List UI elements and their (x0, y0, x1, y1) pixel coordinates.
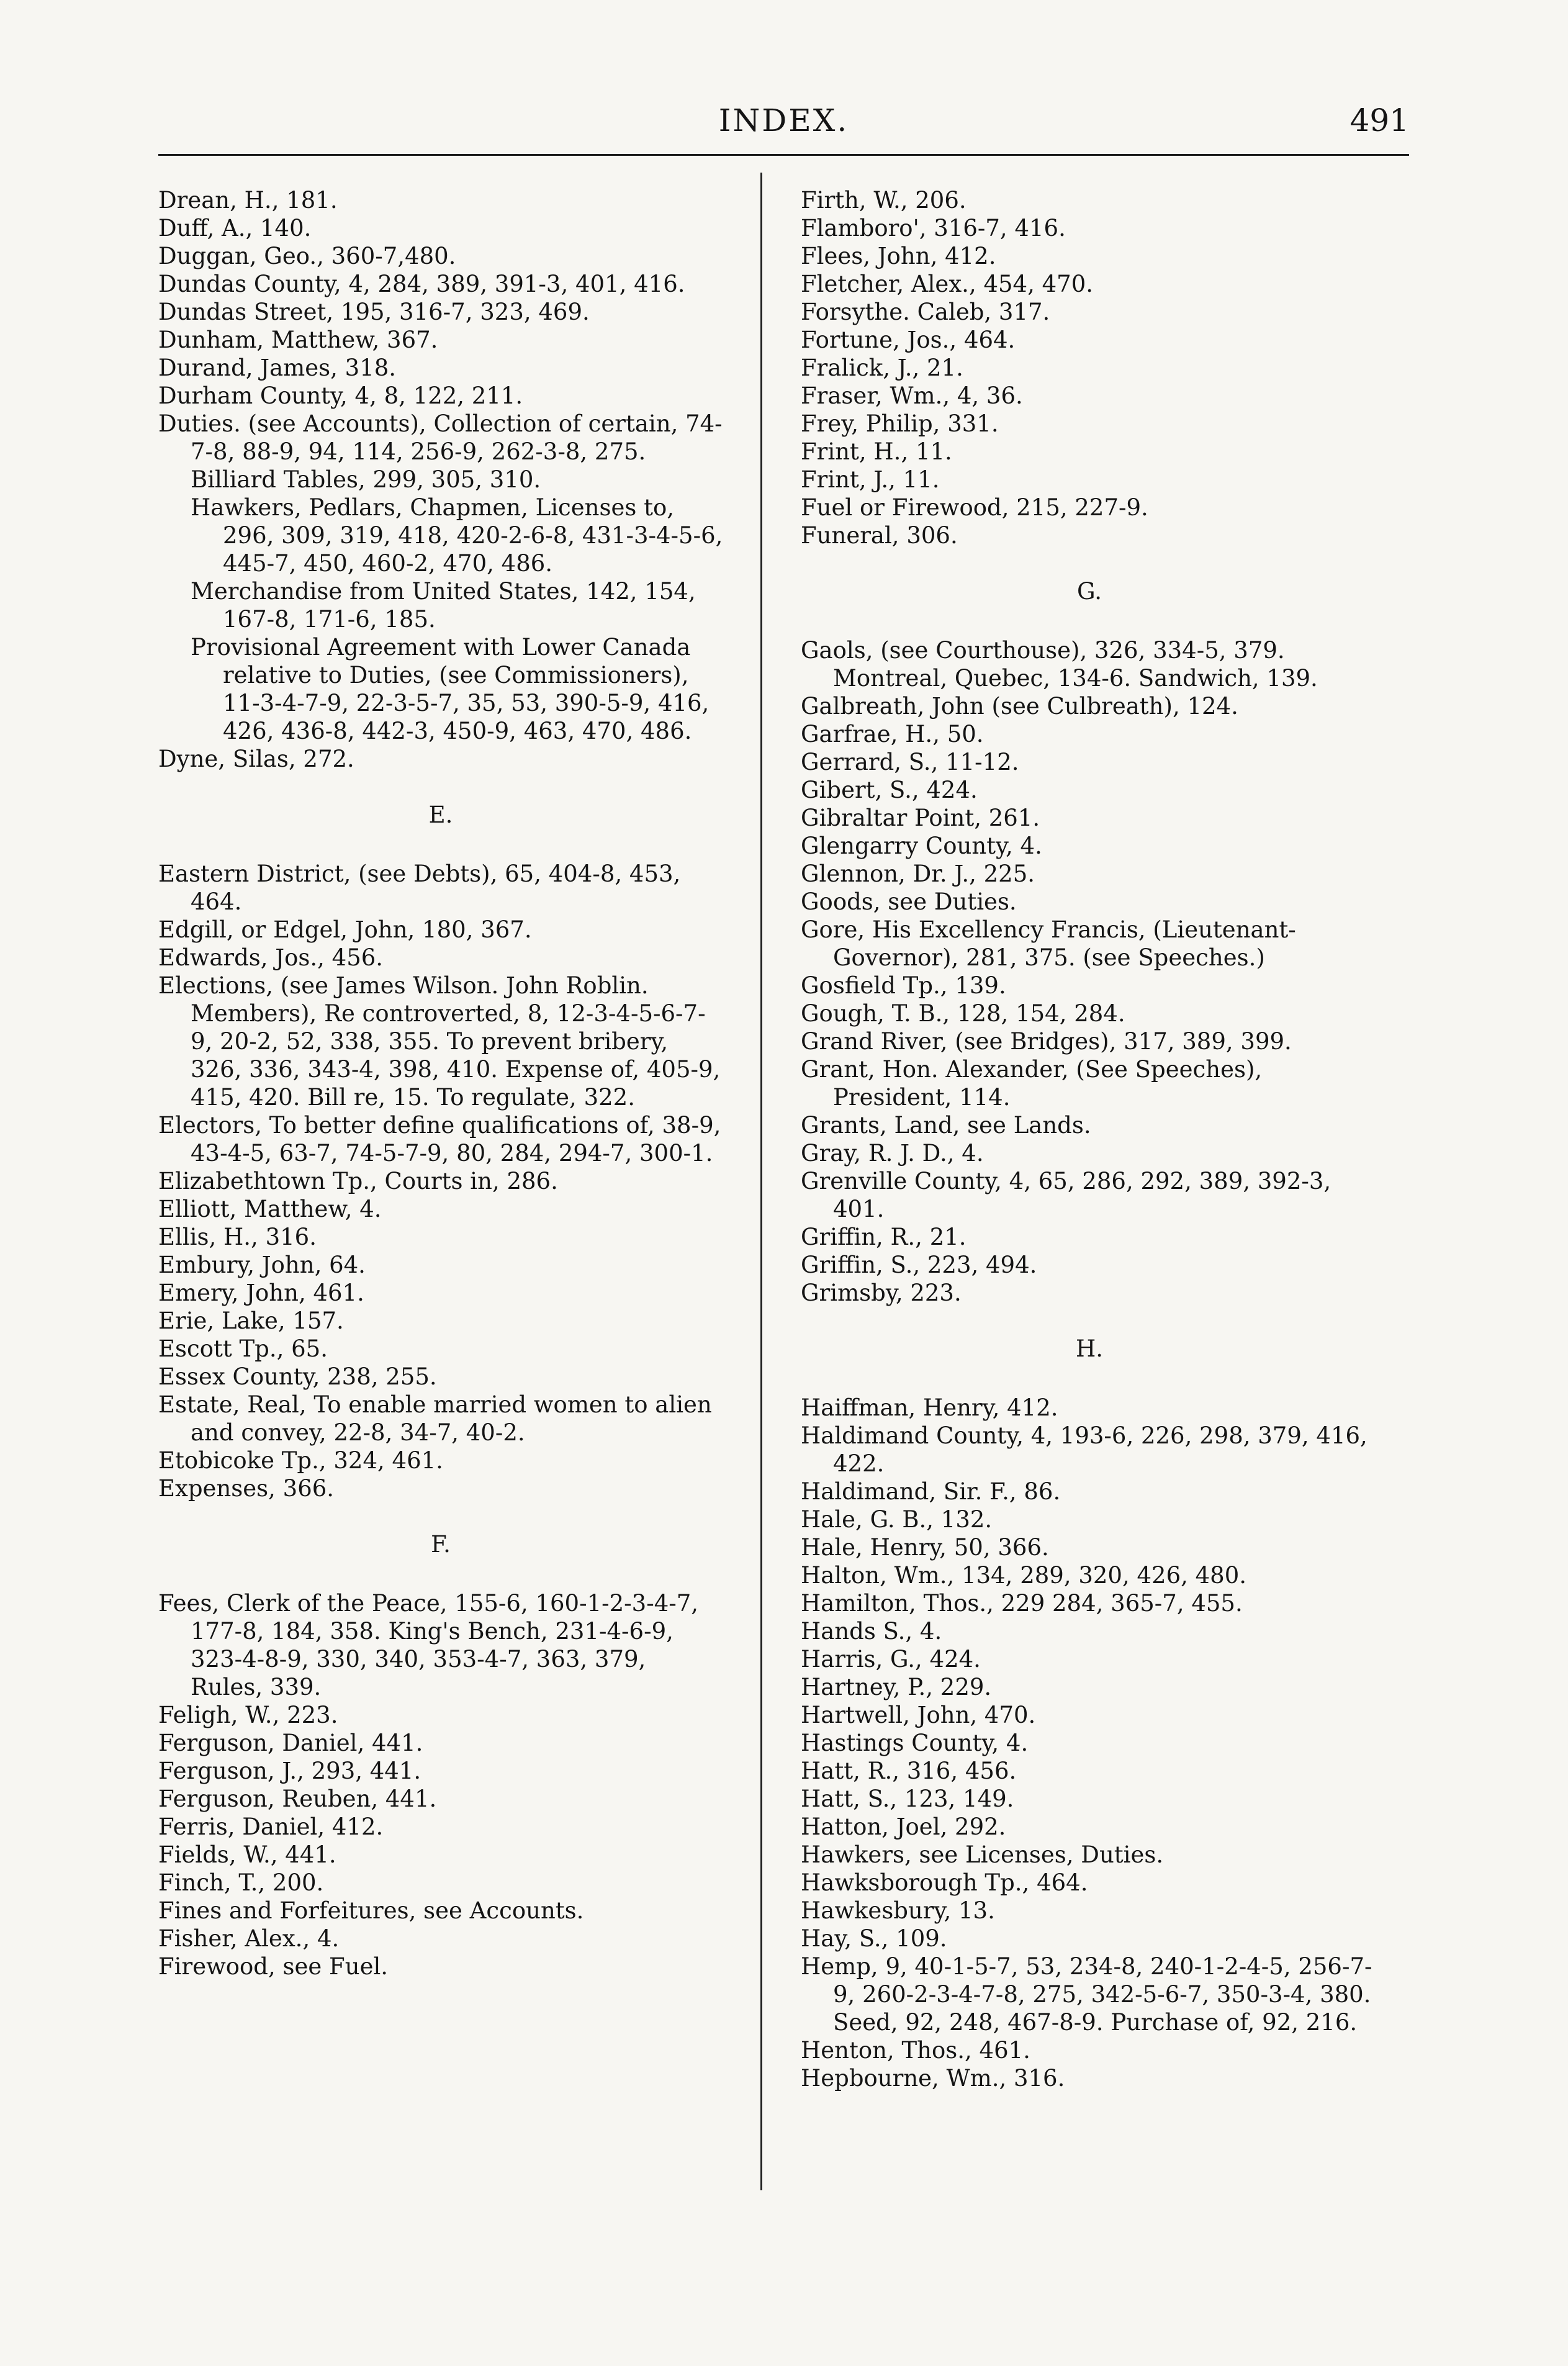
index-entry: Gibraltar Point, 261. (801, 805, 1040, 831)
index-entry: Fisher, Alex., 4. (158, 1925, 340, 1952)
index-entry: Frint, J., 11. (801, 466, 940, 493)
index-entry: Gough, T. B., 128, 154, 284. (801, 1000, 1125, 1027)
index-entry: Haldimand, Sir. F., 86. (801, 1478, 1061, 1505)
index-entry: Hamilton, Thos., 229 284, 365-7, 455. (801, 1590, 1243, 1617)
index-entry: Gosfield Tp., 139. (801, 972, 1006, 999)
index-entry: Grimsby, 223. (801, 1280, 962, 1306)
left-column (158, 186, 723, 1980)
entries-f-continued-list (801, 186, 1378, 549)
index-entry: Haldimand County, 4, 193-6, 226, 298, 379, 416, 422. (801, 1422, 1367, 1477)
index-entry: Frint, H., 11. (801, 438, 952, 465)
index-entry: Hartney, P., 229. (801, 1674, 992, 1700)
entries-f-list (158, 1589, 723, 1980)
index-entry: Gibert, S., 424. (801, 777, 978, 803)
section-heading-h: H. (1075, 1335, 1104, 1362)
index-entry: Durham County, 4, 8, 122, 211. (158, 382, 523, 409)
index-entry: Fraser, Wm., 4, 36. (801, 382, 1023, 409)
index-entry: Hatt, S., 123, 149. (801, 1786, 1014, 1812)
index-entry: Erie, Lake, 157. (158, 1307, 344, 1334)
index-entry: Flamboro', 316-7, 416. (801, 215, 1066, 242)
index-entry: Frey, Philip, 331. (801, 410, 999, 437)
index-entry: Elliott, Matthew, 4. (158, 1196, 382, 1222)
index-entry: Griffin, S., 223, 494. (801, 1252, 1037, 1278)
index-entry: Hatton, Joel, 292. (801, 1813, 1006, 1840)
index-entry: Grants, Land, see Lands. (801, 1112, 1091, 1139)
index-entry: Flees, John, 412. (801, 243, 996, 269)
index-entry: Hawkers, Pedlars, Chapmen, Licenses to, 296, 309, 319, 418, 420-2-6-8, 431-3-4-5-6, 445-7, 450, 460-2, 470, 486. (191, 494, 723, 577)
index-entry: Hawkers, see Licenses, Duties. (801, 1841, 1164, 1868)
index-entry: Elections, (see James Wilson. John Roblin. Members), Re controverted, 8, 12-3-4-5-6-7-9, 20-2, 52, 338, 355. To prevent bribery, 326, 336, 343-4, 398, 410. Expense of, 405-9, 415, 420. Bill re, 15. To regulate, 322. (158, 972, 721, 1111)
index-entry: Elizabethtown Tp., Courts in, 286. (158, 1168, 558, 1194)
index-entry: Dundas County, 4, 284, 389, 391-3, 401, 416. (158, 271, 685, 297)
index-entry: Firth, W., 206. (801, 187, 966, 214)
index-entry: Griffin, R., 21. (801, 1224, 966, 1250)
index-entry: Ferguson, J., 293, 441. (158, 1758, 421, 1784)
index-entry: Provisional Agreement with Lower Canada relative to Duties, (see Commissioners), 11-3-4-7-9, 22-3-5-7, 35, 53, 390-5-9, 416, 426, 436-8, 442-3, 450-9, 463, 470, 486. (191, 634, 710, 744)
index-entry: Merchandise from United States, 142, 154, 167-8, 171-6, 185. (191, 578, 696, 633)
index-entry: Hawkesbury, 13. (801, 1897, 995, 1924)
section-heading-f: F. (431, 1531, 451, 1558)
index-entry: Glengarry County, 4. (801, 833, 1042, 859)
index-entry: Ferguson, Daniel, 441. (158, 1730, 423, 1756)
index-entry: Hands S., 4. (801, 1618, 942, 1645)
index-entry: Edwards, Jos., 456. (158, 944, 384, 971)
index-entry: Hay, S., 109. (801, 1925, 947, 1952)
index-entry: Durand, James, 318. (158, 354, 397, 381)
index-entry: Duties. (see Accounts), Collection of certain, 74-7-8, 88-9, 94, 114, 256-9, 262-3-8, 275. (158, 410, 723, 465)
index-entry: Hawksborough Tp., 464. (801, 1869, 1088, 1896)
index-entry: Fines and Forfeitures, see Accounts. (158, 1897, 584, 1924)
entries-d-list (158, 186, 723, 773)
index-entry: Ellis, H., 316. (158, 1224, 317, 1250)
index-entry: Emery, John, 461. (158, 1280, 364, 1306)
index-entry: Harris, G., 424. (801, 1646, 981, 1673)
index-entry: Estate, Real, To enable married women to alien and convey, 22-8, 34-7, 40-2. (158, 1391, 712, 1446)
index-entry: Edgill, or Edgel, John, 180, 367. (158, 916, 532, 943)
index-entry: Duff, A., 140. (158, 215, 312, 242)
index-entry: Funeral, 306. (801, 522, 958, 549)
index-entry: Billiard Tables, 299, 305, 310. (191, 466, 541, 493)
section-heading-e: E. (428, 801, 453, 828)
index-entry: Dundas Street, 195, 316-7, 323, 469. (158, 299, 590, 325)
index-entry: Gaols, (see Courthouse), 326, 334-5, 379. Montreal, Quebec, 134-6. Sandwich, 139. (801, 637, 1318, 692)
section-heading-g: G. (1077, 578, 1102, 605)
index-entry: Grand River, (see Bridges), 317, 389, 399. (801, 1028, 1292, 1055)
header-rule (158, 154, 1409, 156)
index-entry: Dyne, Silas, 272. (158, 746, 354, 772)
index-entry: Duggan, Geo., 360-7,480. (158, 243, 456, 269)
index-entry: Glennon, Dr. J., 225. (801, 860, 1035, 887)
index-entry: Electors, To better define qualifications of, 38-9, 43-4-5, 63-7, 74-5-7-9, 80, 284, 294-7, 300-1. (158, 1112, 721, 1167)
index-entry: Ferris, Daniel, 412. (158, 1813, 384, 1840)
index-entry: Hartwell, John, 470. (801, 1702, 1036, 1728)
index-entry: Halton, Wm., 134, 289, 320, 426, 480. (801, 1562, 1247, 1589)
index-entry: Haiffman, Henry, 412. (801, 1394, 1058, 1421)
index-entry: Hatt, R., 316, 456. (801, 1758, 1017, 1784)
index-entry: Hastings County, 4. (801, 1730, 1029, 1756)
page-number: 491 (1349, 102, 1409, 138)
index-entry: Gray, R. J. D., 4. (801, 1140, 984, 1167)
index-entry: Fralick, J., 21. (801, 354, 963, 381)
index-entry: Gore, His Excellency Francis, (Lieutenant-Governor), 281, 375. (see Speeches.) (801, 916, 1296, 971)
index-entry: Hale, Henry, 50, 366. (801, 1534, 1049, 1561)
index-entry: Fees, Clerk of the Peace, 155-6, 160-1-2-3-4-7, 177-8, 184, 358. King's Bench, 231-4-6-9, 323-4-8-9, 330, 340, 353-4-7, 363, 379, Rules, 339. (158, 1590, 699, 1700)
index-entry: Essex County, 238, 255. (158, 1363, 437, 1390)
index-entry: Firewood, see Fuel. (158, 1953, 389, 1980)
index-entry: Hale, G. B., 132. (801, 1506, 993, 1533)
index-entry: Grenville County, 4, 65, 286, 292, 389, 392-3, 401. (801, 1168, 1331, 1222)
index-entry: Hepbourne, Wm., 316. (801, 2065, 1065, 2092)
page-header (158, 102, 1409, 149)
index-entry: Henton, Thos., 461. (801, 2037, 1030, 2064)
index-entry: Fletcher, Alex., 454, 470. (801, 271, 1093, 297)
index-entry: Dunham, Matthew, 367. (158, 327, 438, 353)
entries-g-list (801, 636, 1378, 1307)
index-entry: Feligh, W., 223. (158, 1702, 338, 1728)
index-entry: Goods, see Duties. (801, 888, 1017, 915)
index-entry: Expenses, 366. (158, 1475, 335, 1502)
index-entry: Gerrard, S., 11-12. (801, 749, 1019, 775)
page-title: INDEX. (718, 102, 849, 138)
index-entry: Fuel or Firewood, 215, 227-9. (801, 494, 1148, 521)
index-entry: Ferguson, Reuben, 441. (158, 1786, 437, 1812)
column-divider (760, 173, 762, 2190)
index-entry: Grant, Hon. Alexander, (See Speeches), President, 114. (801, 1056, 1263, 1111)
index-entry: Escott Tp., 65. (158, 1335, 328, 1362)
right-column (801, 186, 1378, 2092)
index-entry: Drean, H., 181. (158, 187, 338, 214)
index-entry: Galbreath, John (see Culbreath), 124. (801, 693, 1238, 720)
index-entry: Finch, T., 200. (158, 1869, 324, 1896)
index-entry: Garfrae, H., 50. (801, 721, 984, 747)
index-entry: Embury, John, 64. (158, 1252, 366, 1278)
index-entry: Forsythe. Caleb, 317. (801, 299, 1050, 325)
entries-e-list (158, 860, 723, 1502)
index-entry: Fortune, Jos., 464. (801, 327, 1016, 353)
index-entry: Etobicoke Tp., 324, 461. (158, 1447, 443, 1474)
index-entry: Eastern District, (see Debts), 65, 404-8, 453, 464. (158, 860, 681, 915)
index-entry: Fields, W., 441. (158, 1841, 336, 1868)
entries-h-list (801, 1394, 1378, 2092)
index-entry: Hemp, 9, 40-1-5-7, 53, 234-8, 240-1-2-4-5, 256-7-9, 260-2-3-4-7-8, 275, 342-5-6-7, 350-3-4, 380. Seed, 92, 248, 467-8-9. Purchase of, 92, 216. (801, 1953, 1372, 2036)
